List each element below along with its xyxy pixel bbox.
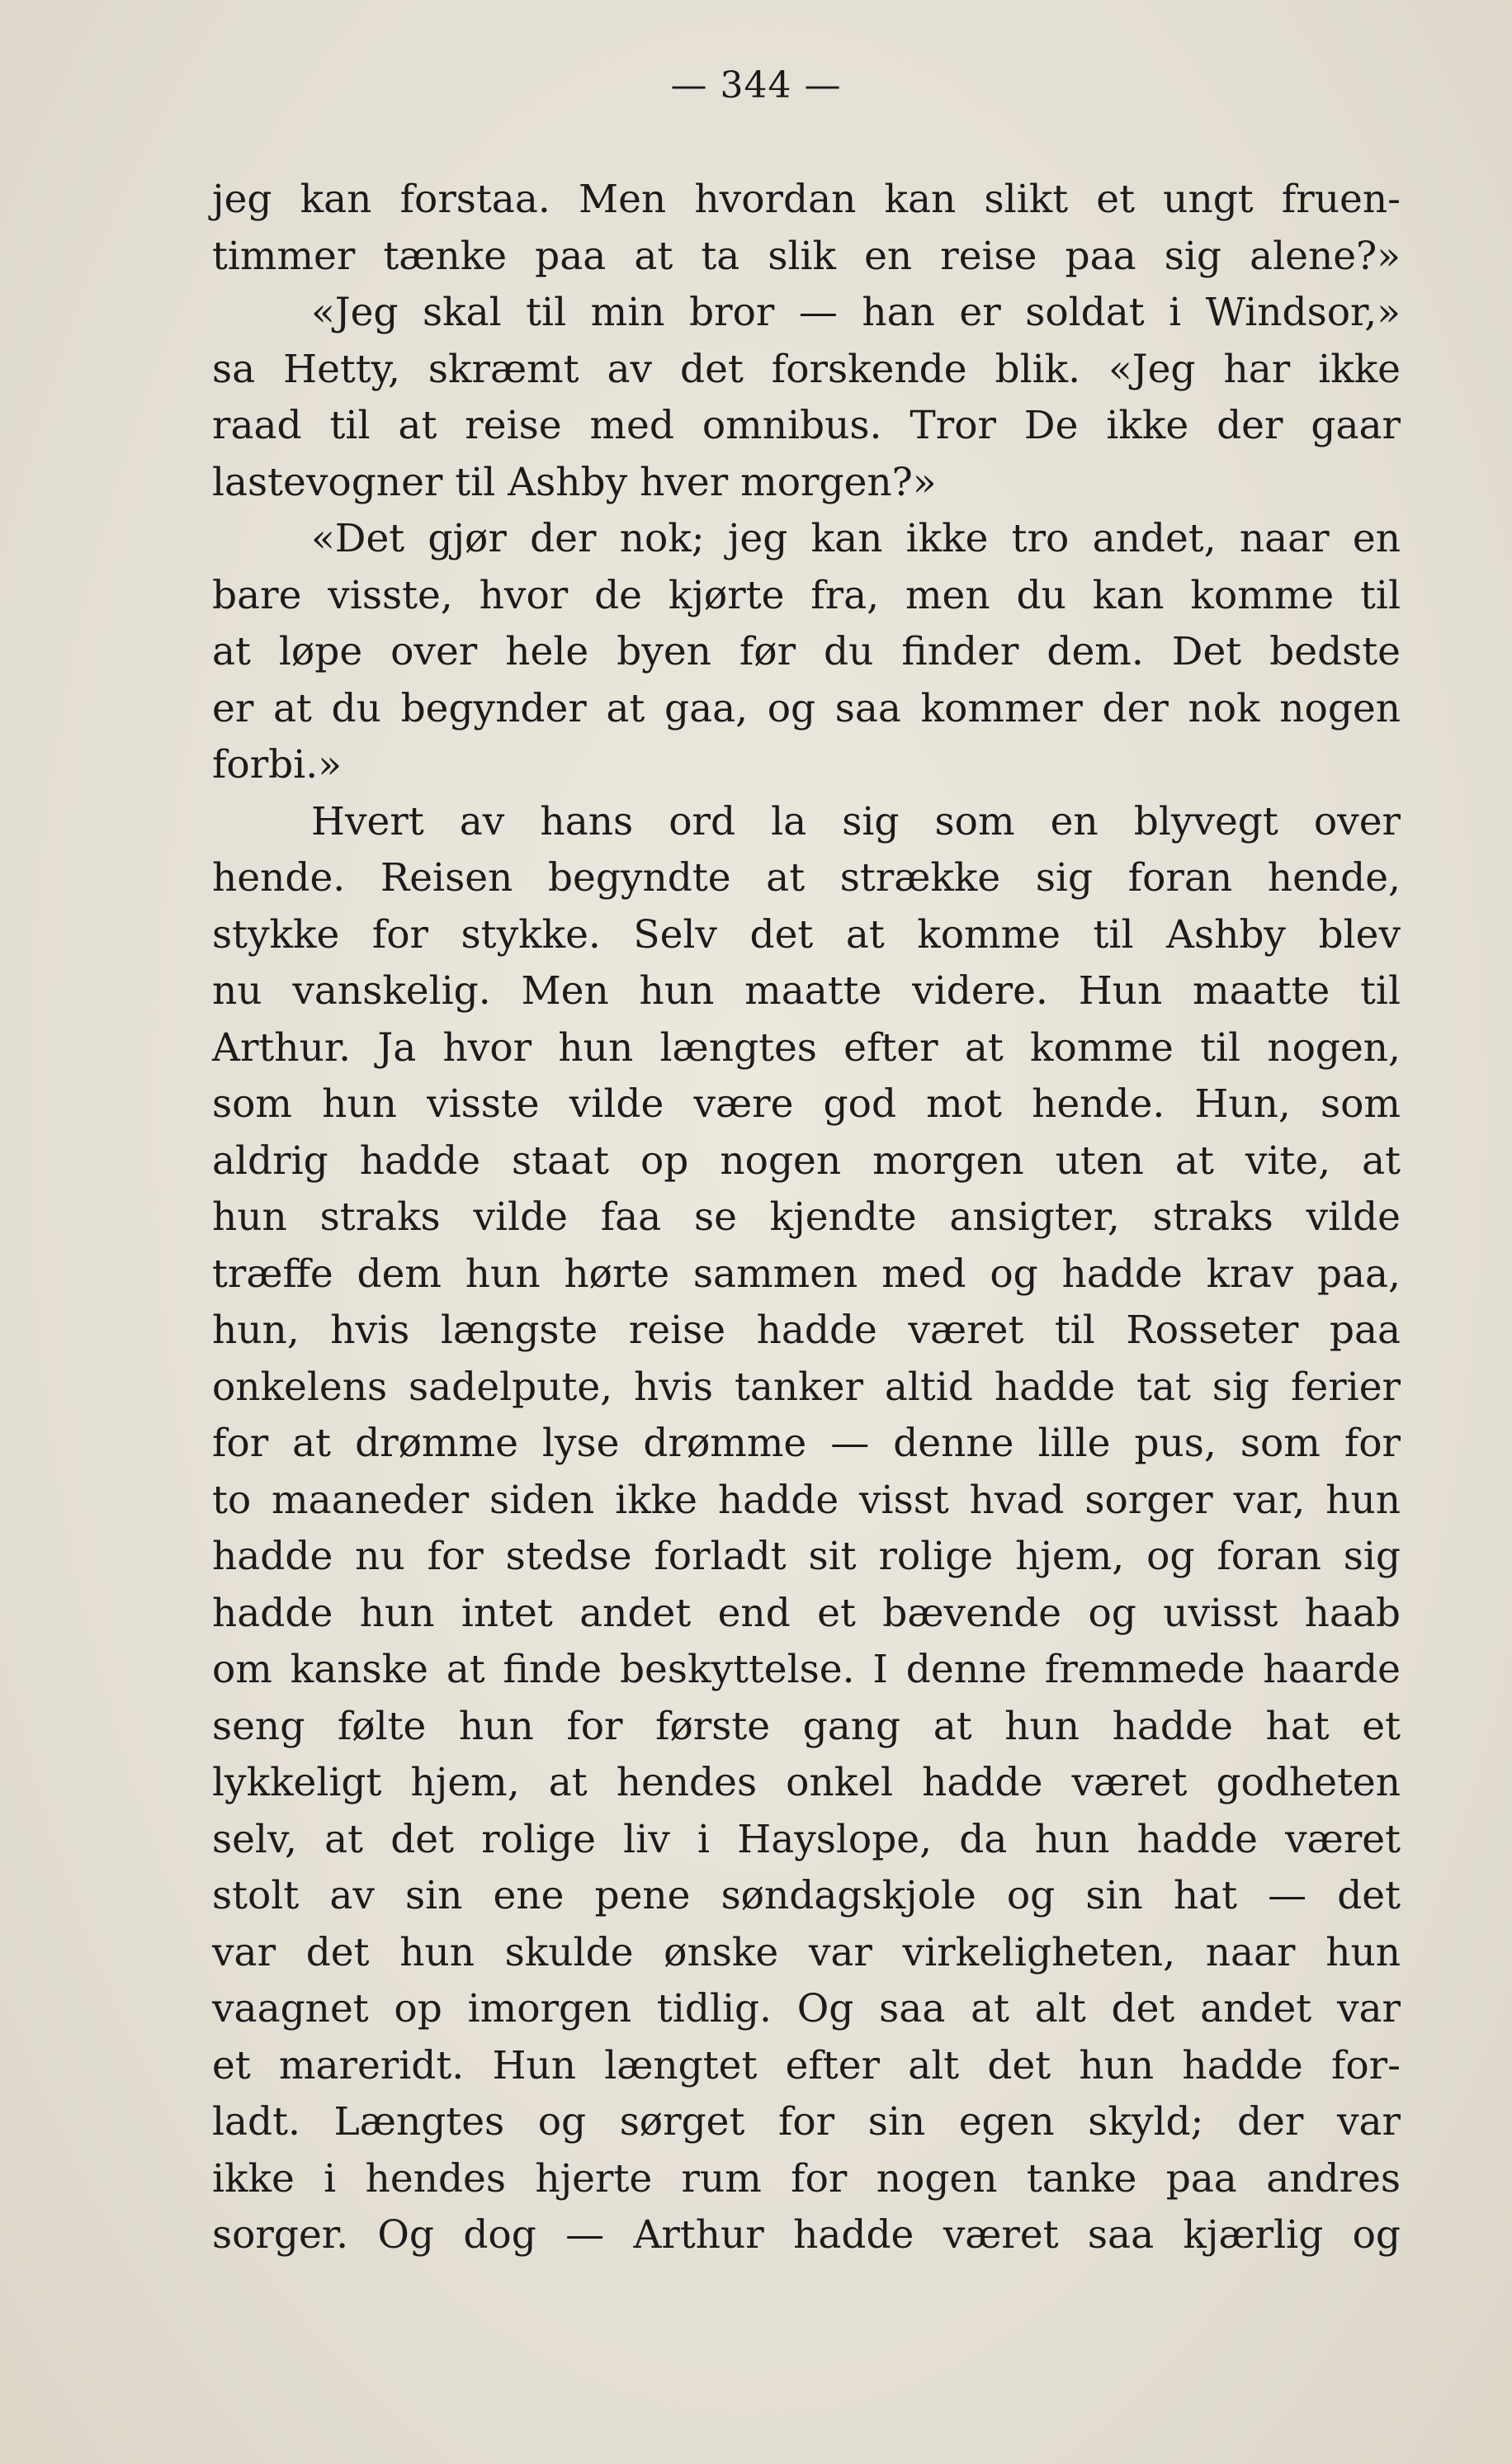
text-line: «Det gjør der nok; jeg kan ikke tro andet, naar en (311, 516, 1401, 561)
body-text (212, 172, 1401, 2264)
text-line: Arthur. Ja hvor hun længtes efter at komme til nogen, (212, 1024, 1401, 1071)
text-line: hun straks vilde faa se kjendte ansigter, straks vilde (212, 1194, 1401, 1240)
text-line: træffe dem hun hørte sammen med og hadde krav paa, (212, 1251, 1401, 1297)
text-line: hadde hun intet andet end et bævende og uvisst haab (212, 1590, 1401, 1636)
page-number: — 344 — (670, 64, 842, 106)
text-line: sorger. Og dog — Arthur hadde været saa kjærlig og (212, 2212, 1401, 2258)
text-line: ikke i hendes hjerte rum for nogen tanke paa andres (212, 2155, 1401, 2202)
text-line: «Jeg skal til min bror — han er soldat i Windsor,» (311, 290, 1401, 335)
text-line: hun, hvis længste reise hadde været til Rosseter paa (212, 1308, 1401, 1353)
text-line: ladt. Længtes og sørget for sin egen skyld; der var (212, 2099, 1401, 2145)
text-line: seng følte hun for første gang at hun hadde hat et (212, 1703, 1401, 1749)
text-line: som hun visste vilde være god mot hende. Hun, som (212, 1081, 1401, 1127)
text-line: selv, at det rolige liv i Hayslope, da hun hadde været (212, 1816, 1401, 1862)
text-line: om kanske at finde beskyttelse. I denne fremmede haarde (212, 1647, 1401, 1692)
text-line: stolt av sin ene pene søndagskjole og sin hat — det (212, 1873, 1401, 1918)
text-line: hadde nu for stedse forladt sit rolige hjem, og foran sig (212, 1534, 1401, 1579)
text-line: for at drømme lyse drømme — denne lille pus, som for (212, 1421, 1401, 1466)
text-line: vaagnet op imorgen tidlig. Og saa at alt det andet var (212, 1986, 1401, 2031)
text-line: et mareridt. Hun længtet efter alt det hun hadde for- (212, 2042, 1401, 2088)
text-line: er at du begynder at gaa, og saa kommer der nok nogen (212, 685, 1401, 731)
text-line: timmer tænke paa at ta slik en reise paa sig alene?» (212, 233, 1401, 279)
text-line: raad til at reise med omnibus. Tror De ikke der gaar (212, 403, 1401, 448)
text-line: bare visste, hvor de kjørte fra, men du kan komme til (212, 572, 1401, 618)
text-line: stykke for stykke. Selv det at komme til Ashby blev (212, 911, 1401, 958)
text-line: at løpe over hele byen før du finder dem. Det bedste (212, 629, 1401, 674)
text-line: to maaneder siden ikke hadde visst hvad sorger var, hun (212, 1477, 1401, 1523)
text-line: forbi.» (212, 742, 342, 787)
text-line: sa Hetty, skræmt av det forskende blik. «Jeg har ikke (212, 346, 1401, 392)
text-line: nu vanskelig. Men hun maatte videre. Hun maatte til (212, 968, 1401, 1014)
text-line: var det hun skulde ønske var virkeligheten, naar hun (212, 1929, 1401, 1975)
text-line: onkelens sadelpute, hvis tanker altid hadde tat sig ferier (212, 1364, 1401, 1410)
text-line: lastevogner til Ashby hver morgen?» (212, 459, 937, 505)
text-line: Hvert av hans ord la sig som en blyvegt over (311, 798, 1401, 844)
text-line: lykkeligt hjem, at hendes onkel hadde været godheten (212, 1760, 1401, 1805)
text-line: aldrig hadde staat op nogen morgen uten at vite, at (212, 1137, 1401, 1184)
text-line: hende. Reisen begyndte at strække sig foran hende, (212, 855, 1401, 901)
text-line: jeg kan forstaa. Men hvordan kan slikt et ungt fruen- (212, 177, 1401, 222)
